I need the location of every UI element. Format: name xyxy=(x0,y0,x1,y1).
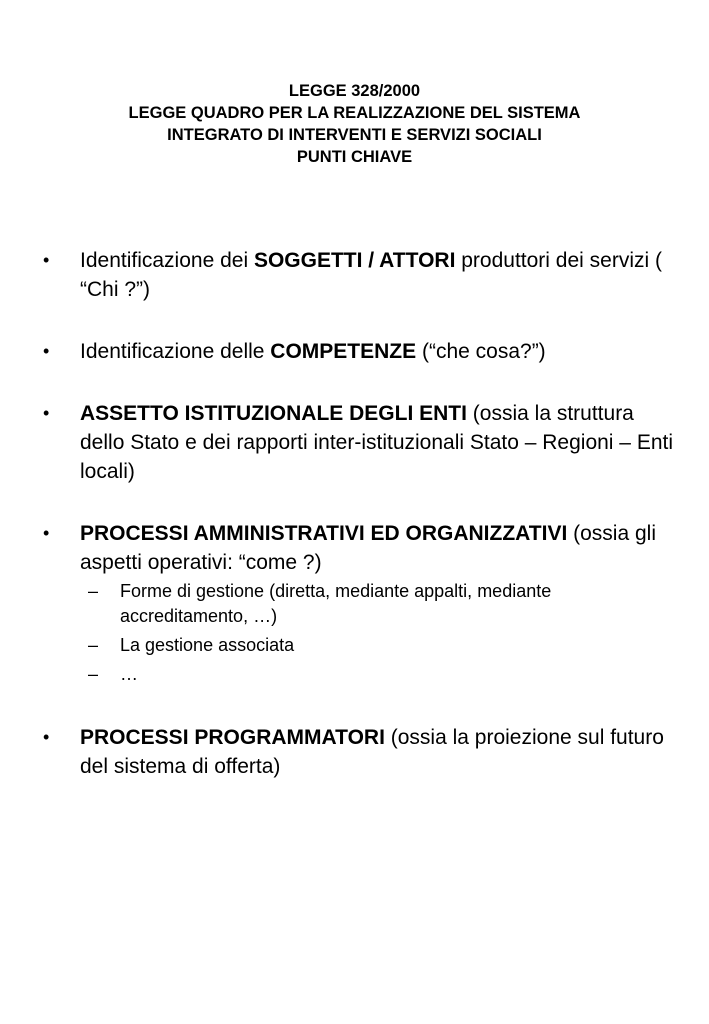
bullet-icon: • xyxy=(43,727,50,747)
title-line-3: INTEGRATO DI INTERVENTI E SERVIZI SOCIALI xyxy=(167,126,542,144)
sub-item-text: … xyxy=(120,664,138,684)
sub-item-text: Forme di gestione (diretta, mediante appalti, mediante accreditamento, …) xyxy=(120,581,552,626)
key-point-bold: SOGGETTI / ATTORI xyxy=(253,249,456,272)
dash-icon: – xyxy=(88,581,99,601)
key-point-bold: COMPETENZE xyxy=(270,340,417,363)
title-line-2: LEGGE QUADRO PER LA REALIZZAZIONE DEL SISTEMA xyxy=(128,104,581,122)
key-point-text: (“che cosa?”) xyxy=(416,340,546,363)
dash-icon: – xyxy=(88,635,99,655)
dash-icon: – xyxy=(88,664,99,684)
sub-item-forme-gestione xyxy=(80,579,679,629)
key-point-bold: PROCESSI AMMINISTRATIVI ED ORGANIZZATIVI xyxy=(80,522,568,545)
document-title xyxy=(0,80,709,168)
key-point-text: produttori dei servizi ( “Chi ?”) xyxy=(80,249,662,301)
bullet-icon: • xyxy=(43,250,50,270)
bullet-icon: • xyxy=(43,341,50,361)
bullet-icon: • xyxy=(43,403,50,423)
key-point-text: Identificazione delle xyxy=(80,340,271,363)
key-point-text: (ossia gli aspetti operativi: “come ?) xyxy=(80,522,656,574)
key-point-assetto xyxy=(0,399,709,486)
key-points-list xyxy=(0,246,709,781)
sub-item-text: La gestione associata xyxy=(120,635,295,655)
key-point-processi-amministrativi xyxy=(0,519,709,687)
key-point-text: (ossia la proiezione sul futuro del sistema di offerta) xyxy=(80,726,664,778)
sub-item-ellipsis xyxy=(80,662,679,687)
key-point-text: Identificazione dei xyxy=(80,249,254,272)
sub-item-gestione-associata xyxy=(80,633,679,658)
key-point-processi-programmatori xyxy=(0,723,709,781)
sub-list xyxy=(80,579,679,687)
title-line-1: LEGGE 328/2000 xyxy=(288,82,421,100)
key-point-text: (ossia la struttura dello Stato e dei rapporti inter-istituzionali Stato – Regioni – Enti locali) xyxy=(80,402,674,483)
key-point-bold: ASSETTO ISTITUZIONALE DEGLI ENTI xyxy=(80,402,467,425)
key-point-bold: PROCESSI PROGRAMMATORI xyxy=(80,726,385,749)
bullet-icon: • xyxy=(43,523,50,543)
key-point-soggetti xyxy=(0,246,709,304)
key-point-competenze xyxy=(0,337,709,366)
title-line-4: PUNTI CHIAVE xyxy=(296,148,413,166)
